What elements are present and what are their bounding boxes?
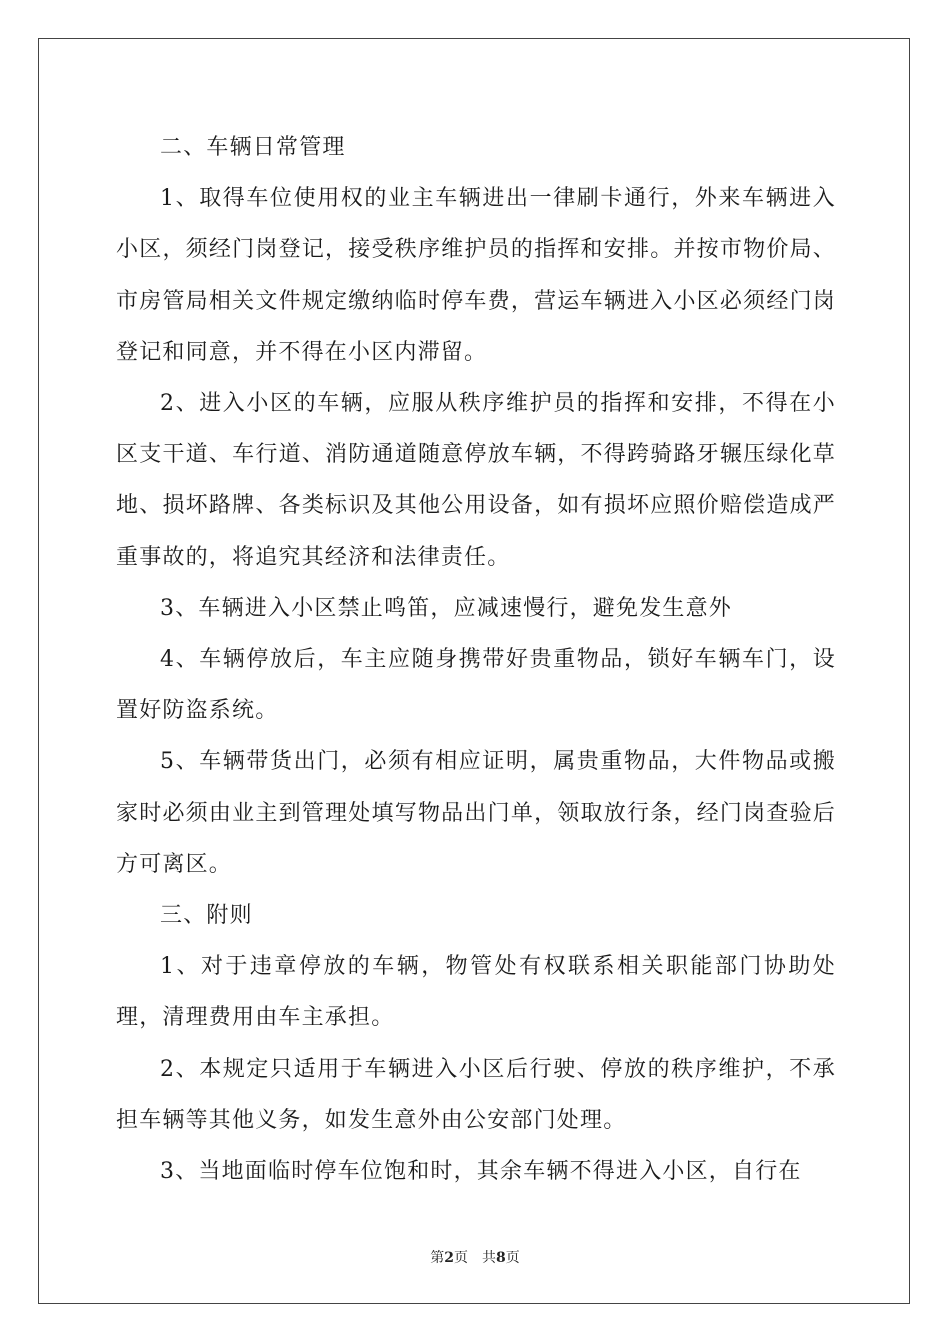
paragraph: 1、取得车位使用权的业主车辆进出一律刷卡通行，外来车辆进入小区，须经门岗登记，接受秩序维护员的指挥和安排。并按市物价局、市房管局相关文件规定缴纳临时停车费，营运车辆进入小区必须经门岗登记和同意，并不得在小区内滞留。 — [116, 186, 836, 365]
page-footer — [0, 1247, 950, 1267]
paragraph: 4、车辆停放后，车主应随身携带好贵重物品，锁好车辆车门，设置好防盗系统。 — [116, 647, 836, 724]
paragraph: 3、车辆进入小区禁止鸣笛，应减速慢行，避免发生意外 — [160, 595, 732, 621]
paragraph: 2、本规定只适用于车辆进入小区后行驶、停放的秩序维护，不承担车辆等其他义务，如发生意外由公安部门处理。 — [116, 1056, 836, 1133]
page-number: 2 — [444, 1250, 454, 1266]
total-pages: 8 — [496, 1250, 506, 1266]
paragraph: 5、车辆带货出门，必须有相应证明，属贵重物品，大件物品或搬家时必须由业主到管理处填写物品出门单，领取放行条，经门岗查验后方可离区。 — [116, 749, 836, 877]
paragraph: 1、对于违章停放的车辆，物管处有权联系相关职能部门协助处理，清理费用由车主承担。 — [116, 954, 836, 1031]
section-heading: 三、附则 — [160, 903, 253, 929]
paragraph: 3、当地面临时停车位饱和时，其余车辆不得进入小区，自行在 — [160, 1159, 802, 1185]
paragraph: 2、进入小区的车辆，应服从秩序维护员的指挥和安排，不得在小区支干道、车行道、消防通道随意停放车辆，不得跨骑路牙辗压绿化草地、损坏路牌、各类标识及其他公用设备，如有损坏应照价赔偿造成严重事故的，将追究其经济和法律责任。 — [116, 391, 836, 570]
page-suffix: 页 — [454, 1250, 468, 1266]
total-prefix: 共 — [482, 1250, 496, 1266]
document-body — [116, 122, 836, 1197]
page-prefix: 第 — [430, 1250, 445, 1266]
total-suffix: 页 — [505, 1250, 520, 1266]
section-heading: 二、车辆日常管理 — [160, 135, 346, 160]
